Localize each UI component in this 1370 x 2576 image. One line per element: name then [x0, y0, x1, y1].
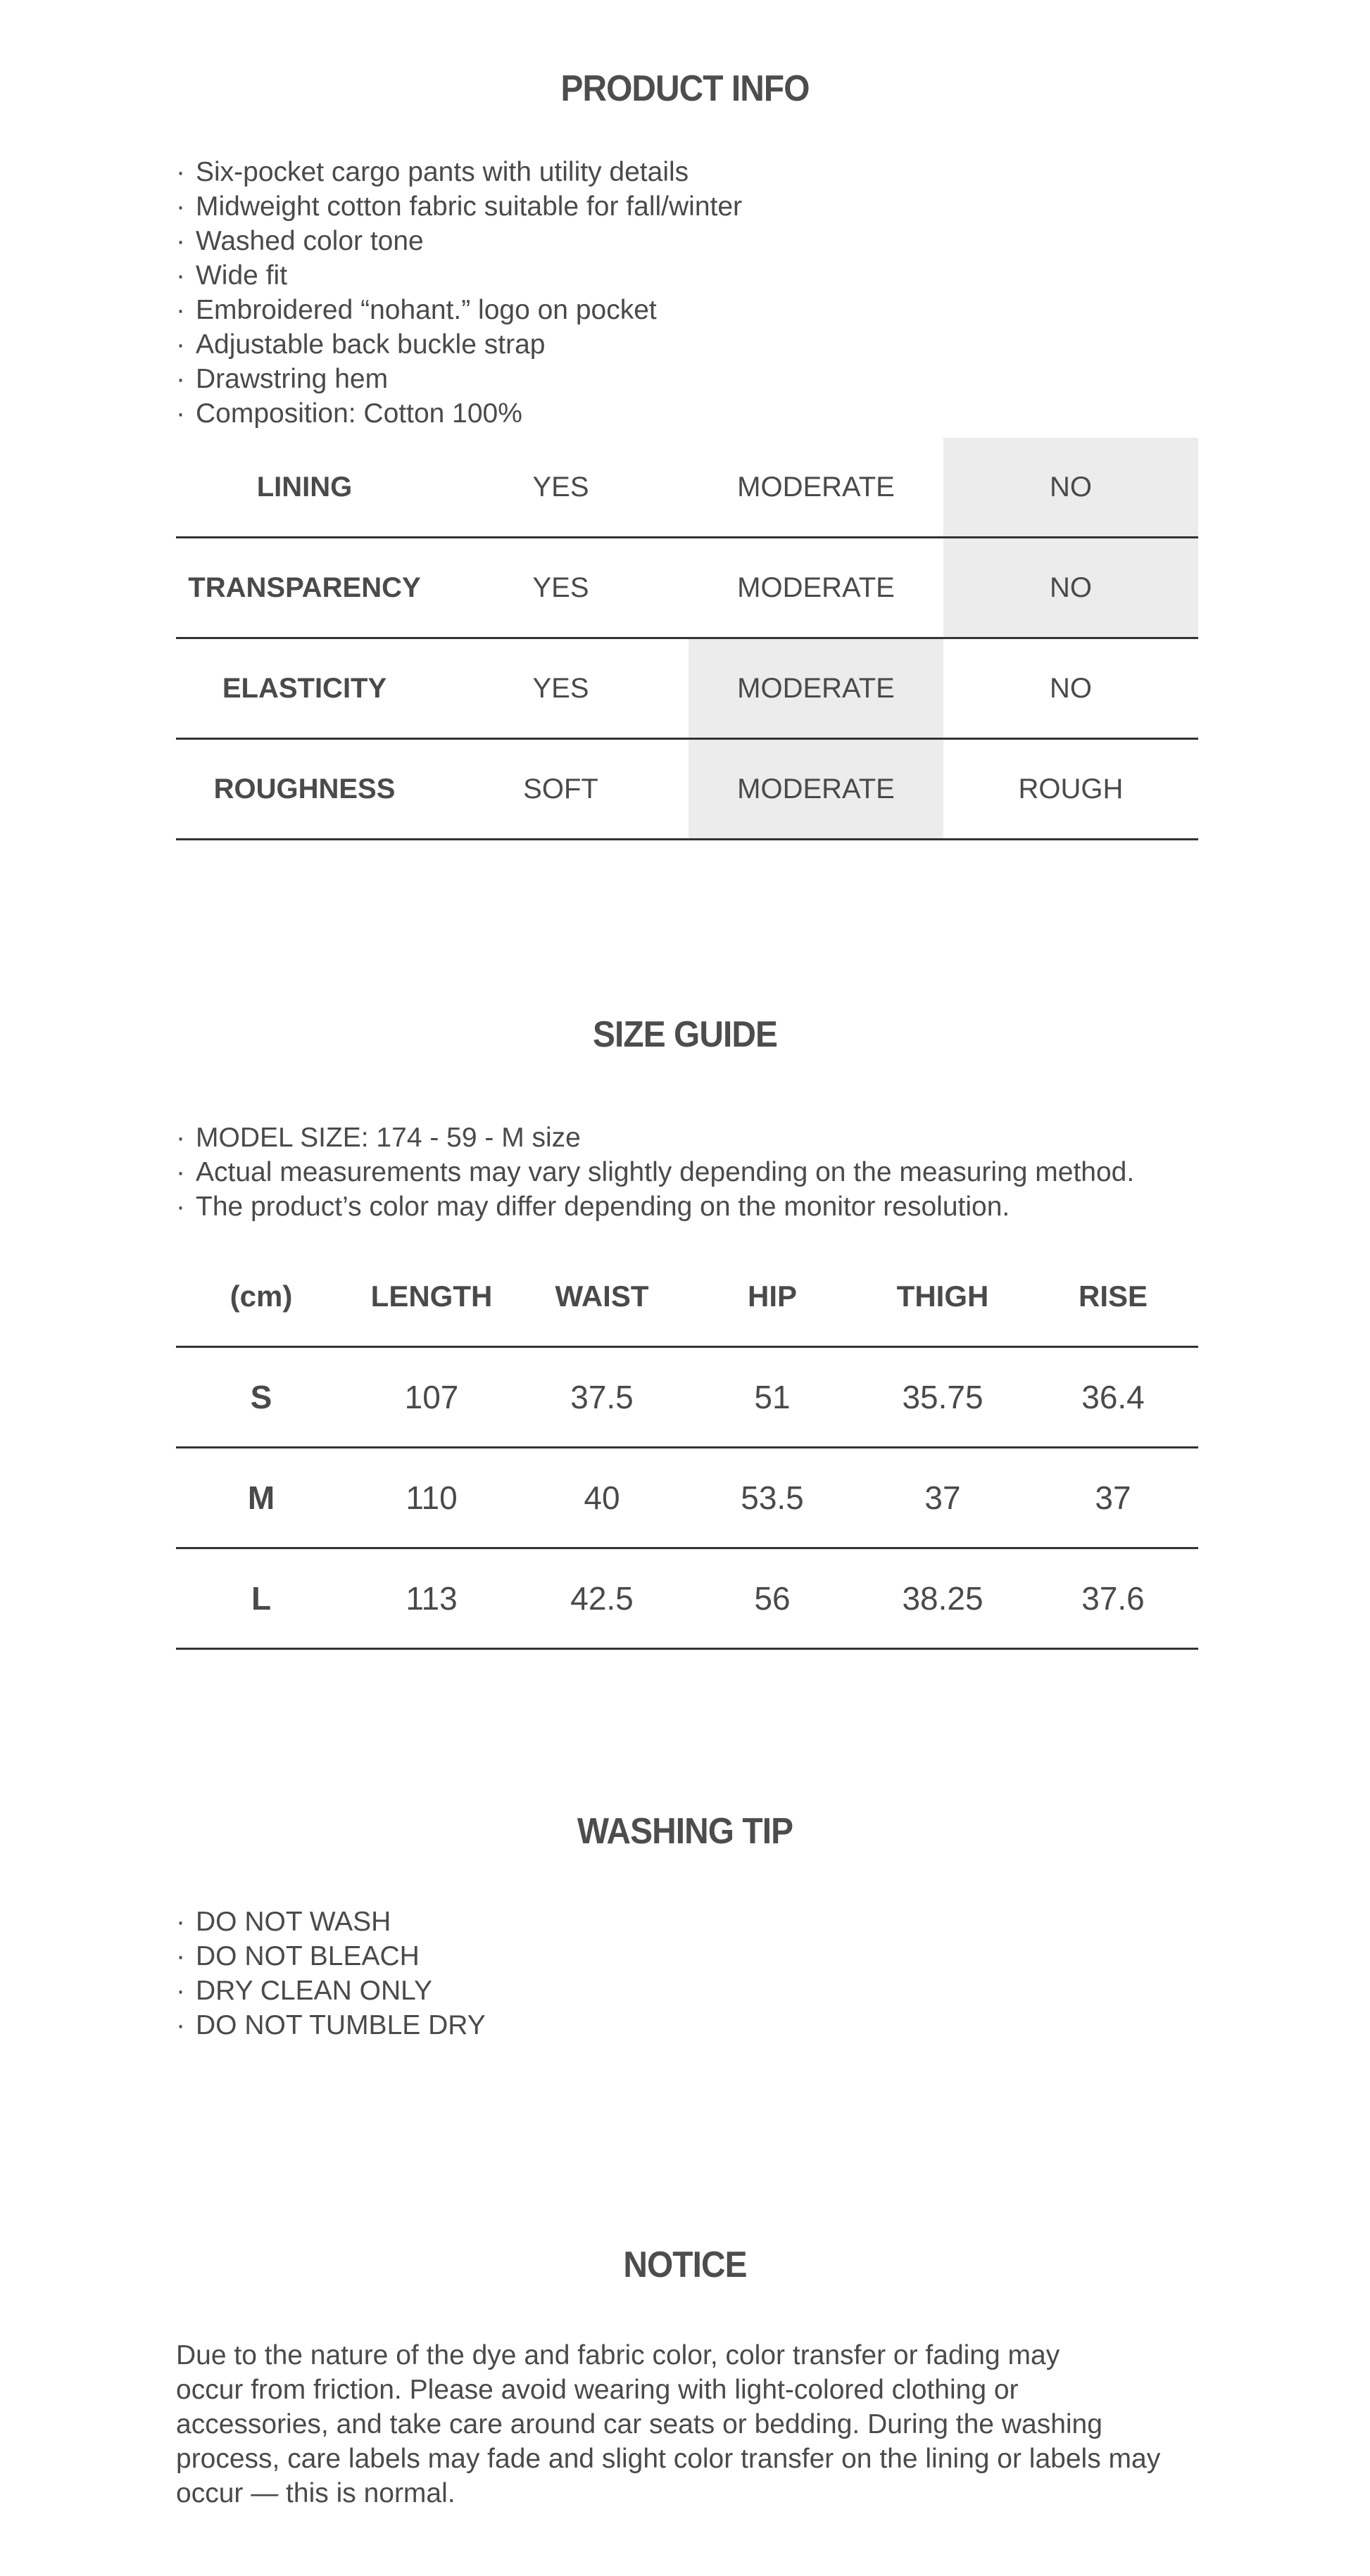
- washing-tip-title: WASHING TIP: [577, 1811, 793, 1852]
- fabric-option: MODERATE: [689, 739, 943, 840]
- list-item: · Drawstring hem: [176, 362, 742, 396]
- notice-line: occur — this is normal.: [176, 2478, 455, 2508]
- column-header: RISE: [1028, 1247, 1198, 1347]
- table-row: [176, 1347, 1198, 1448]
- size-guide-title: SIZE GUIDE: [593, 1014, 777, 1055]
- notice-line: occur from friction. Please avoid wearing with light-colored clothing or: [176, 2375, 1019, 2405]
- table-cell: 37: [857, 1448, 1028, 1548]
- fabric-option: ROUGH: [943, 739, 1198, 840]
- fabric-option: YES: [433, 438, 689, 538]
- column-header: THIGH: [857, 1247, 1028, 1347]
- fabric-option: SOFT: [433, 739, 689, 840]
- list-item: · Six-pocket cargo pants with utility details: [176, 155, 742, 189]
- fabric-option: NO: [943, 538, 1198, 638]
- table-row: [176, 1448, 1198, 1548]
- notice-line: process, care labels may fade and slight color transfer on the lining or labels may: [176, 2444, 1161, 2474]
- list-item: · MODEL SIZE: 174 - 59 - M size: [176, 1120, 1134, 1155]
- product-info-list: [176, 155, 742, 431]
- table-cell: 53.5: [687, 1448, 857, 1548]
- size-chart-table: [176, 1247, 1198, 1650]
- table-cell: 37.6: [1028, 1548, 1198, 1649]
- table-cell: 37.5: [517, 1347, 687, 1448]
- table-cell: 107: [346, 1347, 517, 1448]
- fabric-option: MODERATE: [689, 638, 943, 739]
- fabric-label: LINING: [176, 438, 433, 538]
- table-cell: 42.5: [517, 1548, 687, 1649]
- column-header: HIP: [687, 1247, 857, 1347]
- fabric-label: ELASTICITY: [176, 638, 433, 739]
- notice-line: Due to the nature of the dye and fabric color, color transfer or fading may: [176, 2340, 1060, 2370]
- fabric-label: ROUGHNESS: [176, 739, 433, 840]
- fabric-option: YES: [433, 638, 689, 739]
- table-cell: 56: [687, 1548, 857, 1649]
- fabric-option: YES: [433, 538, 689, 638]
- fabric-option: MODERATE: [689, 438, 943, 538]
- column-header: WAIST: [517, 1247, 687, 1347]
- table-cell: 113: [346, 1548, 517, 1649]
- washing-tip-list: [176, 1905, 486, 2043]
- size-label: M: [176, 1448, 346, 1548]
- table-row: [176, 538, 1198, 638]
- notice-text: [176, 2338, 1197, 2511]
- list-item: · The product’s color may differ depending on the monitor resolution.: [176, 1189, 1134, 1224]
- table-row: [176, 438, 1198, 538]
- fabric-option: NO: [943, 438, 1198, 538]
- product-info-title: PRODUCT INFO: [560, 68, 810, 109]
- table-cell: 40: [517, 1448, 687, 1548]
- table-cell: 36.4: [1028, 1347, 1198, 1448]
- fabric-option: NO: [943, 638, 1198, 739]
- notice-title: NOTICE: [623, 2244, 747, 2285]
- list-item: · Washed color tone: [176, 224, 742, 258]
- table-row: [176, 739, 1198, 840]
- table-cell: 35.75: [857, 1347, 1028, 1448]
- list-item: · DO NOT TUMBLE DRY: [176, 2008, 486, 2043]
- list-item: · Embroidered “nohant.” logo on pocket: [176, 293, 742, 327]
- list-item: · Adjustable back buckle strap: [176, 327, 742, 362]
- table-row: [176, 1548, 1198, 1649]
- column-header: LENGTH: [346, 1247, 517, 1347]
- fabric-label: TRANSPARENCY: [176, 538, 433, 638]
- column-header: (cm): [176, 1247, 346, 1347]
- table-cell: 51: [687, 1347, 857, 1448]
- list-item: · Midweight cotton fabric suitable for fall/winter: [176, 189, 742, 224]
- list-item: · DO NOT BLEACH: [176, 1939, 486, 1974]
- list-item: · Actual measurements may vary slightly depending on the measuring method.: [176, 1155, 1134, 1189]
- list-item: · Composition: Cotton 100%: [176, 396, 742, 431]
- table-cell: 37: [1028, 1448, 1198, 1548]
- size-label: S: [176, 1347, 346, 1448]
- fabric-option: MODERATE: [689, 538, 943, 638]
- size-label: L: [176, 1548, 346, 1649]
- list-item: · DRY CLEAN ONLY: [176, 1974, 486, 2008]
- table-cell: 110: [346, 1448, 517, 1548]
- size-guide-notes: [176, 1120, 1134, 1224]
- table-header-row: [176, 1247, 1198, 1347]
- list-item: · DO NOT WASH: [176, 1905, 486, 1939]
- table-cell: 38.25: [857, 1548, 1028, 1649]
- list-item: · Wide fit: [176, 258, 742, 293]
- notice-line: accessories, and take care around car seats or bedding. During the washing: [176, 2409, 1102, 2439]
- table-row: [176, 638, 1198, 739]
- fabric-properties-table: [176, 438, 1198, 840]
